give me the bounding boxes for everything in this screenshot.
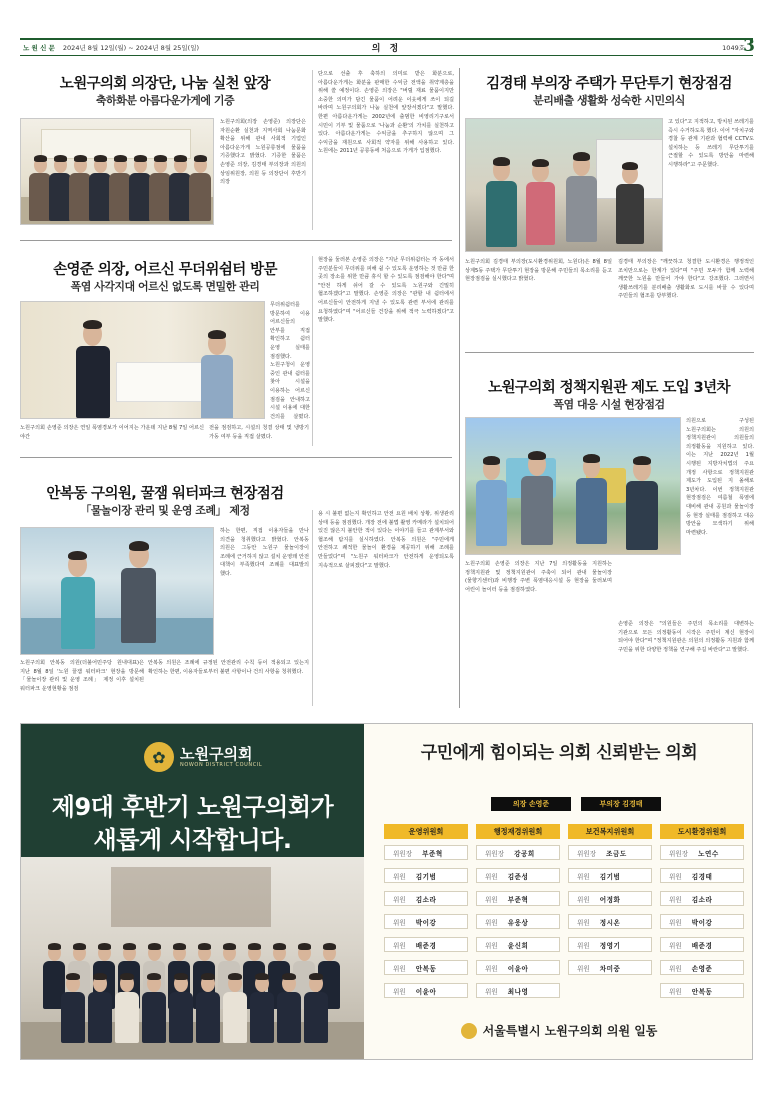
article4-photo xyxy=(465,118,663,252)
council-logo xyxy=(144,742,262,772)
member-role: 위원 xyxy=(669,941,682,950)
council-group-photo xyxy=(21,857,364,1059)
article2-body-c: 현장을 둘러본 손영준 의장은 "지난 무더위쉼터는 각 동에서 주민분들이 무더위를 피해 쉴 수 있도록 운영하는 것 만큼 한 곳의 장소를 위한 만큼 휴식 할 수 있도록 점검해야 한다"며 "안전 하게 쉬어 갈 수 있도록 노원구와 긴밀히 협조하겠다"고 말했다. 손영준 의장은 "관할 내 쉼터에서 어르신들이 안전하게 지낼 수 있도록 관련 부서에 관리를 요청하였다"며 "어르신들 건강을 위해 적극 노력하겠다"고 말했다. xyxy=(318,257,454,324)
article4-subheadline: 분리배출 생활화 성숙한 시민의식 xyxy=(533,94,685,107)
council-name-english: NOWON DISTRICT COUNCIL xyxy=(180,762,263,768)
member-role: 위원 xyxy=(485,987,498,996)
issue-number: 1049호 xyxy=(722,44,745,52)
member-entry xyxy=(660,937,744,952)
council-name: 노원구의회 xyxy=(180,745,253,763)
member-role: 위원 xyxy=(577,895,590,904)
article5-caption: 노원구의회 손영준 의장은 지난 7일 의정활동을 지원하는 정책지원관 및 정책지원관이 주축이 되어 관내 물놀이장(물향기센터)과 비행장 주변 폭염대응시설 등 현장을 둘러보며 어린이 놀이터 등을 점검하였다. xyxy=(465,561,612,593)
article3-body-c: 용 시 불편 없는지 확인하고 안전 요원 배치 상황, 위생관리 상태 등을 점검했다. 개장 전에 불법 촬영 카메라가 설치되어 있진 않은지 불안한 적이 있다는 이야기를 들고 관계부서와 협조해 탐지를 실시하였다. 안복동 의원은 "주민에게 안전하고 쾌적한 물놀이 환경을 제공하기 위해 조례를 만들었다"며 "노원구 워터파크가 안전하게 운영되도록 지속적으로 살피겠다"고 말했다. xyxy=(318,511,454,569)
column-divider xyxy=(312,256,313,446)
member-role: 위원 xyxy=(393,987,406,996)
article3-body-b: 안복동 의원은 조례에 규정된 안전관리 수칙 등이 적용되고 있는지 확인하는 한편, 이용자들로부터 불편 사항이나 건의 사항을 청취했다. xyxy=(148,660,309,675)
member-role: 위원장 xyxy=(577,849,597,858)
member-entry xyxy=(384,983,468,998)
member-entry xyxy=(660,983,744,998)
member-entry xyxy=(384,937,468,952)
member-role: 위원 xyxy=(669,918,682,927)
ad-title-line1: 제9대 후반기 노원구의회가 xyxy=(51,793,334,821)
member-role: 위원 xyxy=(485,895,498,904)
member-entry xyxy=(568,960,652,975)
leadership-row xyxy=(491,797,661,811)
ad-right-panel xyxy=(364,724,753,1059)
committee-urban-environment xyxy=(660,824,744,1006)
member-entry xyxy=(476,845,560,860)
member-name: 김기범 xyxy=(415,872,437,881)
speaker-label: 의장 손영준 xyxy=(491,797,571,811)
ad-footer-text: 서울특별시 노원구의회 의원 일동 xyxy=(482,1024,658,1038)
member-name: 배준경 xyxy=(415,941,437,950)
ad-footer xyxy=(364,1022,753,1039)
article3-headline: 안복동 구의원, 꿀잼 워터파크 현장점검 xyxy=(46,486,284,502)
member-entry xyxy=(476,937,560,952)
member-name: 이윤아 xyxy=(507,964,529,973)
member-role: 위원 xyxy=(669,964,682,973)
column-divider xyxy=(312,70,313,230)
member-role: 위원 xyxy=(485,941,498,950)
page-number: 3 xyxy=(743,36,755,56)
member-name: 유웅상 xyxy=(507,918,529,927)
member-name: 정영기 xyxy=(599,941,621,950)
member-role: 위원 xyxy=(577,918,590,927)
article1-body-a: 노원구의회(의장 손영준) 의장단은 자원순환 실천과 지역사회 나눔문화 확산을 위해 관내 사회적 기업인 아름다운가게 노원공릉점에 물품을 기증했다고 밝혔다. 기증한 물품은 손영준 의장, 김경태 부의장과 의원의 상임위원장, 의원 등 의장단이 후반기 의장 xyxy=(220,119,306,186)
member-name: 노연수 xyxy=(698,849,719,858)
member-name: 김경태 xyxy=(691,872,713,881)
article1-headline: 노원구의회 의장단, 나눔 실천 앞장 xyxy=(59,76,271,92)
article4-caption: 노원구의회 김경태 부의장(도시환경위원회, 노원다)은 8월 8일 상계5동 주택가 무단투기 현장을 방문해 주민들의 목소리를 듣고 현장점검을 실시했다고 밝혔다. xyxy=(465,259,612,283)
member-name: 박이강 xyxy=(415,918,437,927)
member-entry xyxy=(476,868,560,883)
member-role: 위원장 xyxy=(669,849,689,858)
article3-body-a: 하는 한편, 직접 이용자들을 만나 의견을 청취했다고 밝혔다. 안복동 의원은 그동안 노원구 물놀이장이 조례에 근거하지 않고 설치 운영돼 안전 대책이 부족했다며 조례를 대표발의 했다. xyxy=(220,528,309,577)
member-entry xyxy=(384,914,468,929)
member-name: 안복동 xyxy=(691,987,713,996)
member-name: 조금도 xyxy=(606,849,627,858)
committee-name: 보건복지위원회 xyxy=(568,824,652,839)
article2-subheadline: 폭염 사각지대 어르신 없도록 면밀한 관리 xyxy=(70,280,260,293)
member-name: 김기범 xyxy=(599,872,621,881)
member-name: 부준혁 xyxy=(422,849,443,858)
council-slogan: 구민에게 힘이되는 의회 신뢰받는 의회 xyxy=(420,743,698,763)
member-name: 배준경 xyxy=(691,941,713,950)
member-role: 위원 xyxy=(485,964,498,973)
member-entry xyxy=(476,960,560,975)
member-role: 위원 xyxy=(393,918,406,927)
article2-rule xyxy=(20,457,452,458)
member-entry xyxy=(384,960,468,975)
column-divider xyxy=(312,510,313,706)
article5-body-b: 손영준 의장은 "의원들은 주민의 목소리를 대변하는 기관으로 모든 의정활동이 시작은 주민이 계신 현장이 되어야 한다"며 "정책지원관은 의원의 의정활동 지원과 함께 구민을 위한 다양한 정책을 연구해 주길 바란다"고 말했다. xyxy=(618,621,754,653)
member-entry xyxy=(568,937,652,952)
ad-left-panel xyxy=(21,724,364,1059)
member-role: 위원 xyxy=(577,872,590,881)
member-role: 위원 xyxy=(393,895,406,904)
paper-name: 노 원 신 문 xyxy=(23,44,55,52)
article3-photo xyxy=(20,527,214,655)
member-entry xyxy=(660,845,744,860)
ad-title-line2: 새롭게 시작합니다. xyxy=(93,826,292,854)
committee-operations xyxy=(384,824,468,1006)
member-name: 박이강 xyxy=(691,918,713,927)
member-name: 강공희 xyxy=(514,849,535,858)
member-name: 윤신희 xyxy=(507,941,529,950)
page-divider xyxy=(459,68,460,708)
committee-administration-finance xyxy=(476,824,560,1006)
member-entry xyxy=(660,891,744,906)
member-name: 이윤아 xyxy=(415,987,437,996)
member-role: 위원장 xyxy=(485,849,505,858)
member-name: 어정화 xyxy=(599,895,621,904)
article2-body-b: 전을 점검하고, 시설의 청결 상태 및 냉방기 가동 여부 등을 직접 살폈다. xyxy=(209,425,309,440)
member-entry xyxy=(660,868,744,883)
member-name: 김소라 xyxy=(691,895,713,904)
council-emblem-icon xyxy=(461,1023,477,1039)
article3-subheadline: 「물놀이장 관리 및 운영 조례」 제정 xyxy=(80,504,250,517)
member-name: 정시온 xyxy=(599,918,621,927)
article1-subheadline: 축하화분 아름다운가게에 기증 xyxy=(95,94,235,107)
article5-photo xyxy=(465,417,681,555)
member-entry xyxy=(476,983,560,998)
member-role: 위원 xyxy=(485,872,498,881)
member-name: 김준성 xyxy=(507,872,529,881)
article5-subheadline: 폭염 대응 시설 현장점검 xyxy=(553,398,665,411)
article1-rule xyxy=(20,240,452,241)
issue-dates: 2024년 8월 12일(월) ~ 2024년 8월 25일(일) xyxy=(62,44,200,52)
article4-body-a: 고 있다"고 지적하고, 방치된 쓰레기를 즉시 수거하도록 했다. 이어 "자치구와 경찰 등 관계 기관과 협력해 CCTV도 설치하는 등 쓰레기 무단투기를 근절할 수 있도록 방안을 마련해 시행하라"고 주문했다. xyxy=(668,119,754,168)
member-role: 위원장 xyxy=(393,849,413,858)
article2-photo xyxy=(20,301,265,419)
member-entry xyxy=(476,891,560,906)
member-role: 위원 xyxy=(393,964,406,973)
committee-name: 운영위원회 xyxy=(384,824,468,839)
member-role: 위원 xyxy=(577,964,590,973)
member-role: 위원 xyxy=(669,987,682,996)
member-entry xyxy=(384,868,468,883)
member-name: 차미중 xyxy=(599,964,621,973)
committee-health-welfare xyxy=(568,824,652,983)
member-role: 위원 xyxy=(485,918,498,927)
committee-name: 도시환경위원회 xyxy=(660,824,744,839)
member-role: 위원 xyxy=(393,872,406,881)
member-entry xyxy=(384,845,468,860)
member-name: 손영준 xyxy=(691,964,713,973)
article4-rule xyxy=(465,352,754,353)
member-entry xyxy=(660,960,744,975)
member-role: 위원 xyxy=(393,941,406,950)
member-entry xyxy=(568,891,652,906)
section-title: 의 정 xyxy=(371,44,402,54)
member-name: 김소라 xyxy=(415,895,437,904)
article5-body-a: 의원으로 구성된 노원구의회는 의원의 정책지원관이 의원들의 의정활동을 지원하고 있다. 이는 지난 2022년 1월 시행된 지방자치법의 주요 개정 사항으로 정책지원관 제도가 도입된 지 올해로 3년차다. 이번 정책지원관 현장점검은 여름철 폭염에 대비해 관내 공원과 물놀이장 등 현장 실태를 점검하고 대응 방안을 모색하기 위해 마련됐다. xyxy=(686,418,754,536)
council-emblem-icon: ✿ xyxy=(144,742,174,772)
article2-body-a: 무더위쉼터를 방문하여 이용 어르신들의 안부를 직접 확인하고 쉼터 운영 실태를 점검했다. 노원구청이 운영 중인 관내 쉼터를 찾아 시설을 이용하는 어르신 점검을 안내하고 시설 이용에 대한 건의를 살폈다. xyxy=(270,302,310,420)
article3-caption: 노원구의회 안복동 의원(더불어민주당 원내대표)은 지난 8월 8일 '노원 꿀잼 워터파크' 현장을 방문해 「물놀이장 관리 및 운영 조례」 제정 이후 설치된 워터파크 운영현황을 점검 xyxy=(20,660,144,692)
article1-photo xyxy=(20,118,214,225)
member-name: 안복동 xyxy=(415,964,437,973)
masthead xyxy=(20,38,753,56)
member-name: 최나영 xyxy=(507,987,529,996)
article5-headline: 노원구의회 정책지원관 제도 도입 3년차 xyxy=(488,380,730,396)
member-entry xyxy=(568,914,652,929)
article4-body-b: 김경태 부의장은 "깨끗하고 청결한 도시환경은 행정적인 조치만으로는 한계가 있다"며 "주민 모두가 함께 노력해 깨끗한 노원을 만들어 가야 한다"고 강조했다. 그러면서 생활쓰레기를 분리배출 생활화로 도시를 바꿀 수 있다며 주민들의 협조를 당부했다. xyxy=(618,259,754,300)
vice-speaker-label: 부의장 김경태 xyxy=(581,797,661,811)
article2-caption: 노원구의회 손영준 의장은 연일 폭염경보가 이어지는 가운데 지난 8월 7일 어르신 야간 xyxy=(20,425,204,440)
article4-headline: 김경태 부의장 주택가 무단투기 현장점검 xyxy=(486,76,732,92)
member-entry xyxy=(568,845,652,860)
article2-headline: 손영준 의장, 어르신 무더위쉼터 방문 xyxy=(53,262,277,278)
member-entry xyxy=(660,914,744,929)
member-name: 부준혁 xyxy=(507,895,529,904)
member-entry xyxy=(568,868,652,883)
member-role: 위원 xyxy=(669,895,682,904)
article1-body-b: 단으로 선출 후 축하의 의미로 받은 화분으로, 아름다운가게는 화분을 판매한 수익금 전액을 취약계층을 위해 쓸 예정이다. 손영준 의장은 "버릴 재료 물품이지만 소중한 의미가 담긴 물품이 어려운 이웃에게 쓰이 되길 바라며 노원구의회가 나눔 실천에 앞장서겠다"고 말했다. 한편 아름다운가게는 2002년에 출범한 비영리기구로서 시민이 기부 및 물품으로 '나눔과 순환'의 가치를 실천하고 있다. 아름다운가게는 수익금을 추구하지 않으며 그 수익금을 재원으로 사회적 약자를 위해 사용하고 있다. 노원에는 2011년 공릉동에 처음으로 가게가 입점했다. xyxy=(318,71,454,155)
member-entry xyxy=(384,891,468,906)
member-role: 위원 xyxy=(577,941,590,950)
member-entry xyxy=(476,914,560,929)
council-advertisement xyxy=(20,723,753,1060)
committee-name: 행정재경위원회 xyxy=(476,824,560,839)
member-role: 위원 xyxy=(669,872,682,881)
